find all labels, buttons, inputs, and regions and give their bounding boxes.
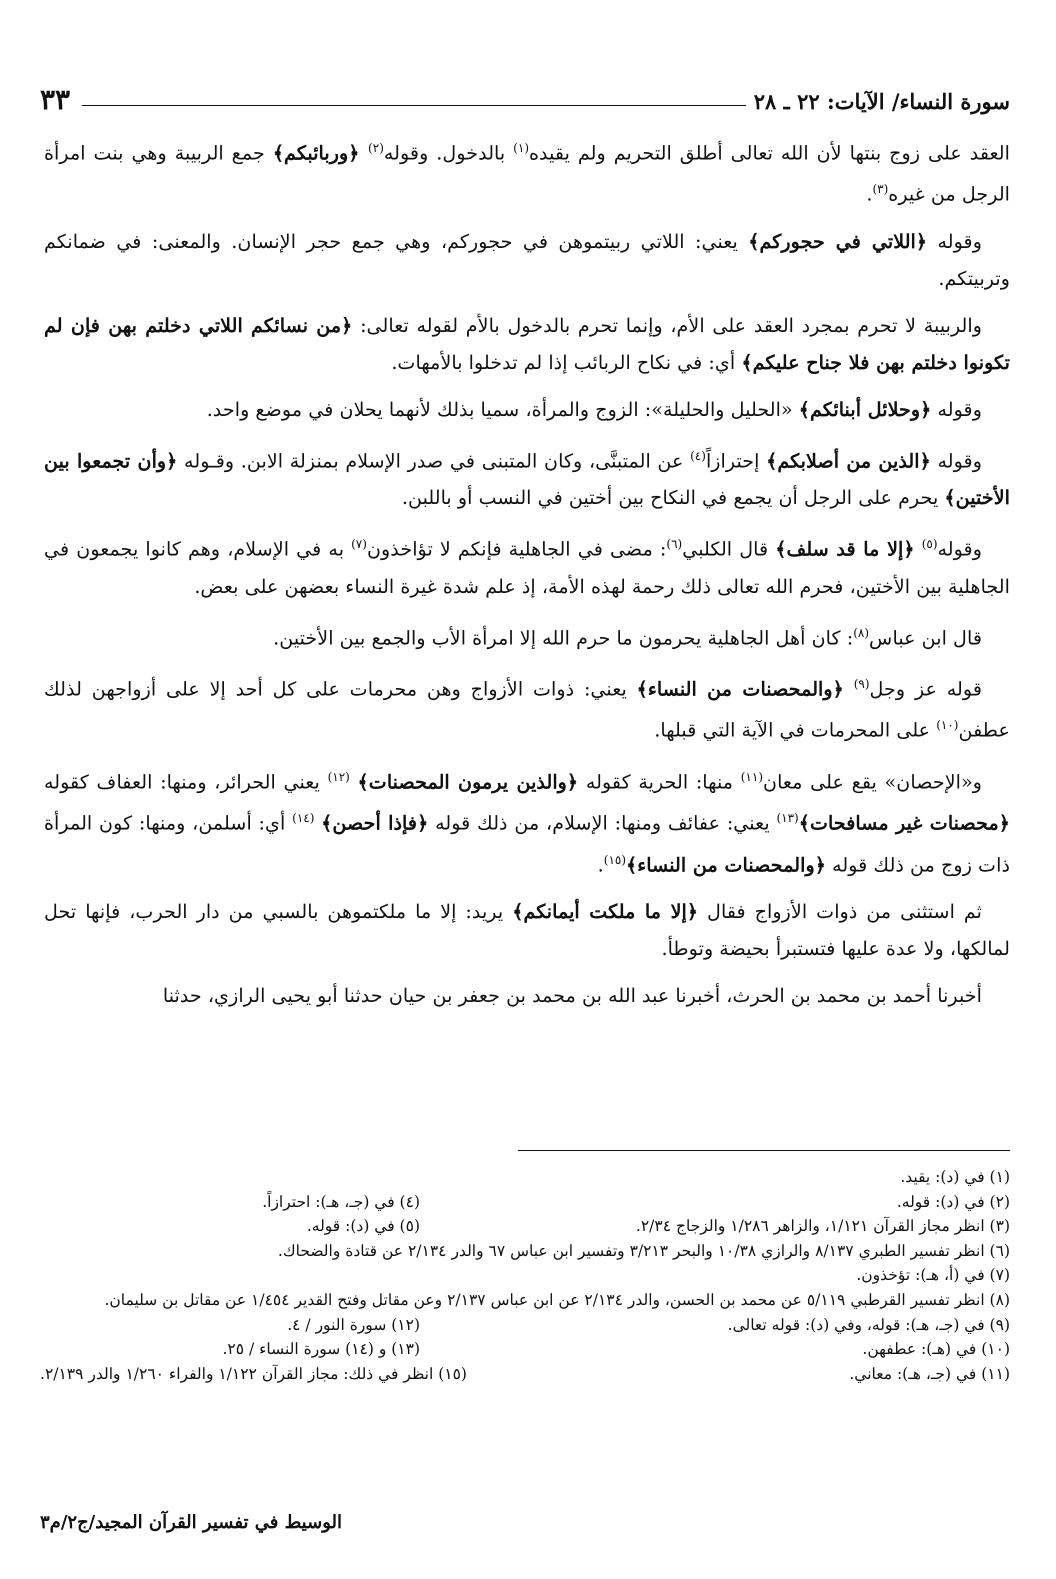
footnote-7: (٧) في (أ، هـ): تؤخذون. <box>856 1266 1010 1285</box>
text-run: يحرم على الرجل أن يجمع في النكاح بين أختين في النسب أو باللبن. <box>401 486 945 510</box>
quran-quote: ﴿وربائبكم﴾ <box>272 141 369 165</box>
quran-quote: ﴿والمحصنات من النساء﴾ <box>636 677 844 701</box>
footnote-3: (٣) انظر مجاز القرآن ١/١٢١، والزاهر ١/٢٨٦ والزجاج ٢/٣٤. <box>635 1217 1010 1236</box>
footnote-marker: (٥) <box>921 537 938 552</box>
footnote-marker: (١٣) <box>776 811 799 826</box>
text-run: أي: أسلمن، ومنها: كون المرأة ذات زوج من ذلك قوله <box>44 811 1010 876</box>
text-run: يعني: ذوات الأزواج وهن محرمات على كل أحد إلا على أزواجهن لذلك عطفن <box>44 677 1010 742</box>
footnote-15: (١٥) انظر في ذلك: مجاز القرآن ١/١٢٢ والفراء ١/٢٦٠ والدر ٢/١٣٩. <box>40 1364 467 1383</box>
text-run: يريد: إلا ما ملكتموهن بالسبي من دار الحرب، فإنها تحل لمالكها، ولا عدة عليها فتستبرأ بحيضة وتوطأ. <box>44 899 1010 960</box>
book-signature: الوسيط في تفسير القرآن المجيد/ج٢/م٣ <box>40 1512 342 1533</box>
text-run: قال الكلبي <box>682 537 776 561</box>
footnote-separator <box>518 1150 1010 1151</box>
footnote-row <box>40 1165 1010 1190</box>
footnote-row <box>40 1313 1010 1338</box>
text-run: جمع الربيبة وهي بنت امرأة الرجل من غيره <box>44 141 1010 206</box>
text-run: «الحليل والحليلة»: الزوج والمرأة، سميا بذلك لأنهما يحلان في موضع واحد. <box>206 397 799 421</box>
quran-quote: ﴿إلا ما ملكت أيمانكم﴾ <box>512 899 699 923</box>
text-run <box>844 677 854 700</box>
paragraph <box>44 438 1010 516</box>
text-run: منها: الحرية كقوله <box>578 770 741 794</box>
paragraph <box>44 307 1010 381</box>
footnote-row <box>40 1337 1010 1362</box>
quran-quote: ﴿محصنات غير مسافحات﴾ <box>798 811 1011 835</box>
footnote-marker: (٣) <box>872 182 889 197</box>
quran-quote: ﴿والمحصنات من النساء﴾ <box>626 852 826 876</box>
paragraph <box>44 223 1010 297</box>
footnote-4: (٤) في (جـ، هـ): احترازاً. <box>262 1192 420 1211</box>
quran-quote: ﴿اللاتي في حجوركم﴾ <box>748 229 928 253</box>
footnote-marker: (٦) <box>666 537 683 552</box>
header-rule <box>82 105 746 106</box>
text-run: وقوله <box>937 537 982 561</box>
quran-quote: ﴿فإذا أحصن﴾ <box>321 811 429 835</box>
footnote-12: (١٢) سورة النور / ٤. <box>287 1315 420 1334</box>
text-run: أي: في نكاح الربائب إذا لم تدخلوا بالأمهات. <box>391 350 742 374</box>
text-run: قوله عز وجل <box>869 677 982 701</box>
footnote-row <box>40 1190 1010 1215</box>
text-run: . <box>866 182 873 206</box>
footnote-marker: (٨) <box>853 625 870 640</box>
footnote-1: (١) في (د): يقيد. <box>900 1168 1010 1186</box>
footnote-marker: (١) <box>513 141 529 155</box>
quran-quote: ﴿الذين من أصلابكم﴾ <box>766 449 931 473</box>
quran-quote: ﴿والذين يرمون المحصنات﴾ <box>357 770 579 794</box>
footnote-marker: (٢) <box>368 141 384 155</box>
footnote-marker: (٩) <box>853 676 870 691</box>
running-header <box>40 78 1010 114</box>
footnote-6: (٦) انظر تفسير الطبري ٨/١٣٧ والرازي ١٠/٣٨ والبحر ٣/٢١٣ وتفسير ابن عباس ٦٧ والدر ٢/١٣٤ عن قتادة والضحاك. <box>277 1241 1010 1260</box>
text-run: يعني الحرائر، ومنها: العفاف كقوله <box>44 770 328 794</box>
text-run: : مضى في الجاهلية فإنكم لا تؤاخذون <box>366 537 667 561</box>
text-run: يعني: اللاتي ربيتموهن في حجوركم، وهي جمع حجر الإنسان. والمعنى: في ضمانكم وتربيتكم. <box>44 229 1010 290</box>
text-run: : كان أهل الجاهلية يحرمون ما حرم الله إلا امرأة الأب والجمع بين الأختين. <box>273 625 854 649</box>
text-run: على المحرمات في الآية التي قبلها. <box>654 718 937 742</box>
text-run: قال ابن عباس <box>869 625 982 649</box>
text-run <box>350 770 358 793</box>
text-run <box>915 538 922 561</box>
paragraph <box>44 615 1010 656</box>
text-run: وقوله <box>927 229 982 253</box>
text-run: بالدخول. وقوله <box>383 141 514 165</box>
text-run: إحترازاً <box>705 449 767 473</box>
footnote-2: (٢) في (د): قوله. <box>896 1192 1010 1211</box>
footnote-marker: (٤) <box>690 448 706 463</box>
paragraph <box>44 130 1010 213</box>
text-run: العقد على زوج بنتها لأن الله تعالى أطلق التحريم ولم يقيده <box>529 141 1010 165</box>
quran-quote: ﴿من نسائكم اللاتي دخلتم بهن فإن لم تكونوا دخلتم بهن فلا جناح عليكم﴾ <box>44 313 1010 374</box>
text-run: وقوله <box>931 397 982 421</box>
quran-quote: ﴿إلا ما قد سلف﴾ <box>775 537 915 561</box>
paragraph <box>44 893 1010 967</box>
text-run: و«الإحصان» يقع على معان <box>763 770 982 794</box>
text-run: وقوله <box>930 449 982 473</box>
footnote-marker: (١٢) <box>327 769 350 784</box>
footnote-8: (٨) انظر تفسير القرطبي ٥/١١٩ عن محمد بن الحسن، والدر ٢/١٣٤ عن ابن عباس ٢/١٣٧ وعن مقاتل وفتح القدير ١/٤٥٤ عن مقاتل بن سليمان. <box>104 1290 1010 1309</box>
footnote-row <box>40 1214 1010 1239</box>
footnote-marker: (٧) <box>351 537 367 552</box>
footnote-marker: (١٤) <box>292 811 315 826</box>
text-run: به في الإسلام، وهم كانوا يجمعون في الجاهلية بين الأختين، فحرم الله تعالى ذلك رحمة لهذه الأمة، إذ علم شدة غيرة النساء بعضهن على بعض. <box>44 537 1010 598</box>
paragraph <box>44 666 1010 749</box>
main-text <box>44 130 1010 1024</box>
text-run: عن المتبنَّى، وكان المتبنى في صدر الإسلام بمنزلة الابن. وقـوله <box>177 449 691 473</box>
footnote-marker: (١٠) <box>936 718 959 733</box>
footnote-row <box>40 1362 1010 1387</box>
footnotes <box>40 1165 1010 1386</box>
footnote-marker: (١١) <box>740 769 763 784</box>
text-run: . <box>597 852 604 876</box>
footnote-11: (١١) في (جـ، هـ): معاني. <box>849 1364 1010 1383</box>
footnote-10: (١٠) في (هـ): عطفهن. <box>862 1340 1010 1359</box>
page-number: ٣٣ <box>40 83 71 116</box>
footnote-9: (٩) في (جـ، هـ): قوله، وفي (د): قوله تعالى. <box>727 1315 1010 1334</box>
footnote-marker: (١٥) <box>603 852 627 867</box>
quran-quote: ﴿وأن تجمعوا بين الأختين﴾ <box>44 449 1010 510</box>
text-run: يعني: عفائف ومنها: الإسلام، من ذلك قوله <box>428 811 777 835</box>
text-run: ثم استثنى من ذوات الأزواج فقال <box>698 899 982 923</box>
paragraph <box>44 526 1010 604</box>
paragraph <box>44 977 1010 1014</box>
paragraph <box>44 759 1010 883</box>
footnote-13: (١٣) و (١٤) سورة النساء / ٢٥. <box>222 1340 420 1359</box>
paragraph <box>44 391 1010 428</box>
chapter-title: سورة النساء/ الآيات: ٢٢ ـ ٢٨ <box>753 89 1010 114</box>
text-run: أخبرنا أحمد بن محمد بن الحرث، أخبرنا عبد الله بن محمد بن جعفر بن حيان حدثنا أبو يحيى الرازي، حدثنا <box>162 983 982 1007</box>
quran-quote: ﴿وحلائل أبنائكم﴾ <box>798 397 932 421</box>
text-run: والربيبة لا تحرم بمجرد العقد على الأم، وإنما تحرم بالدخول بالأم لقوله تعالى: <box>352 313 983 337</box>
footnote-5: (٥) في (د): قوله. <box>306 1217 420 1236</box>
